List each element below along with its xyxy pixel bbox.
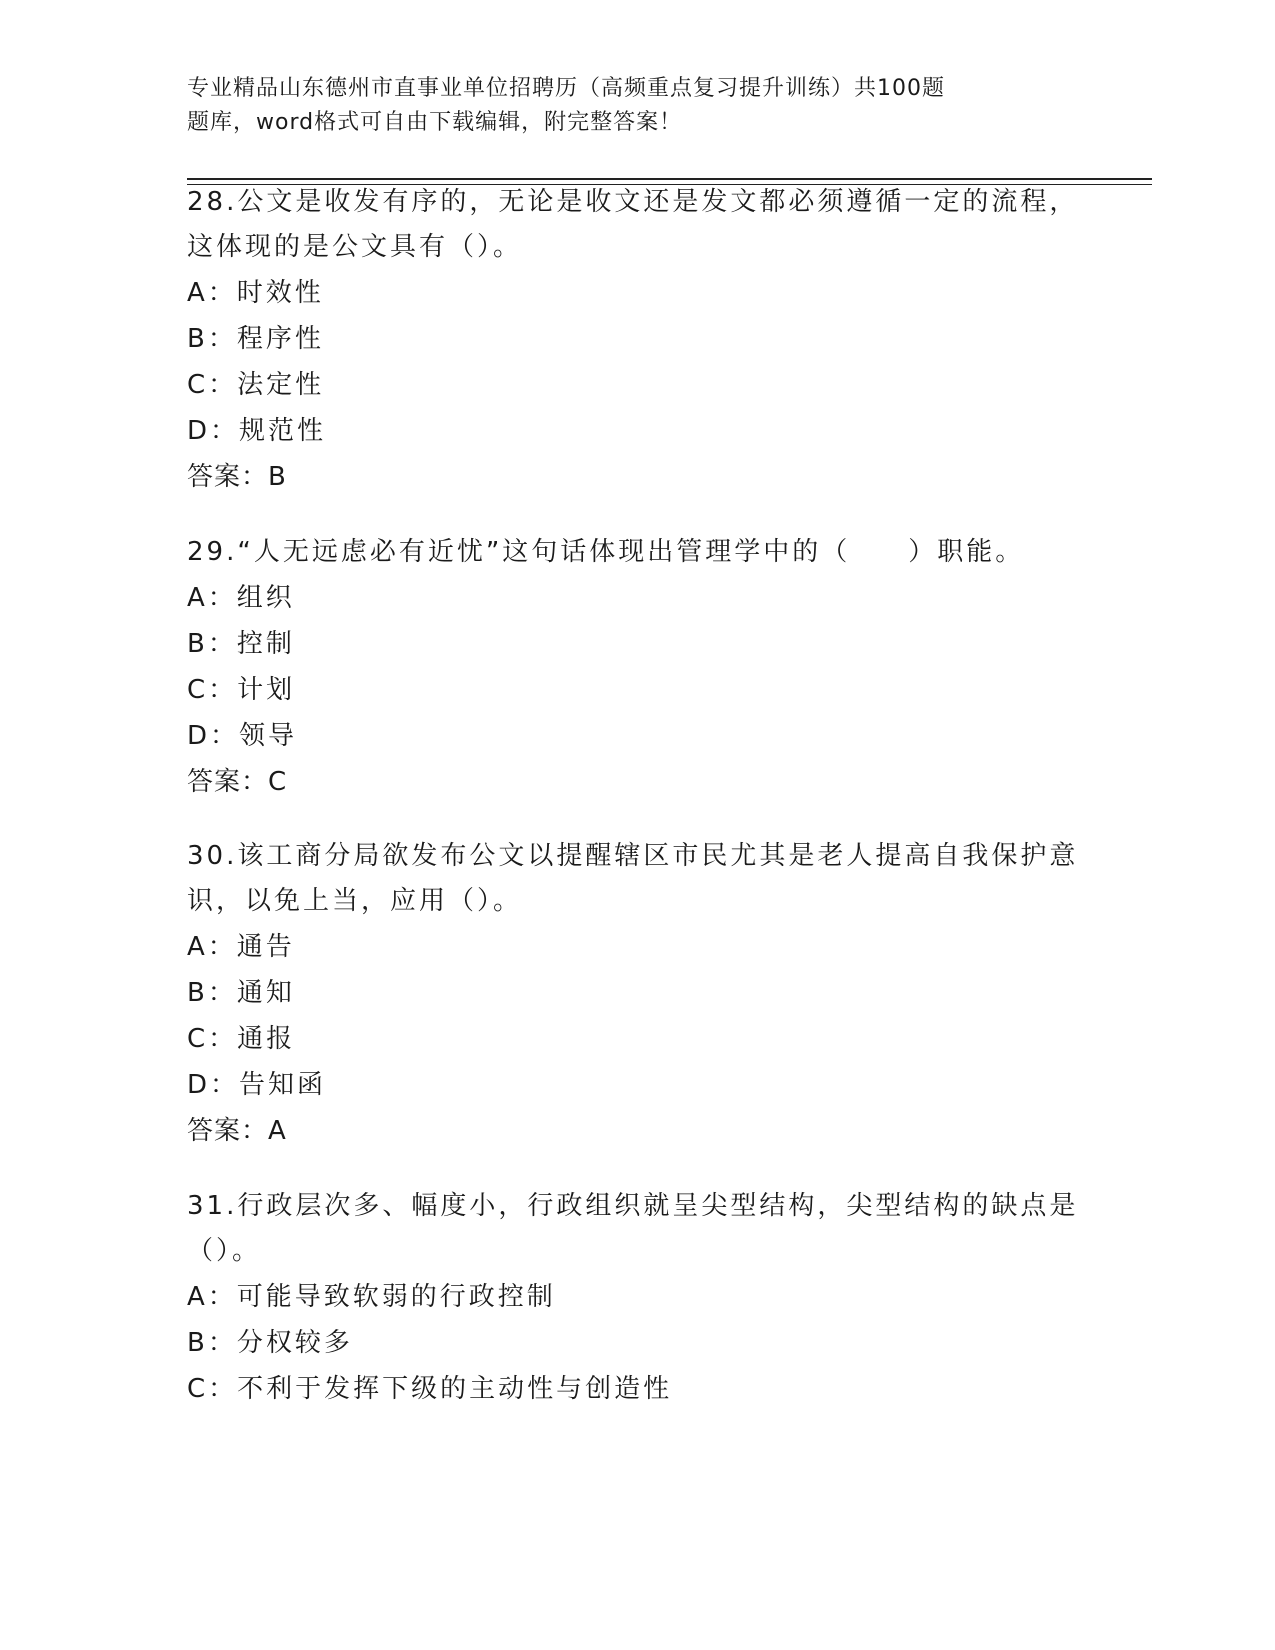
question-31 xyxy=(187,1184,1087,1412)
question-stem-line-1: 31.行政层次多、幅度小，行政组织就呈尖型结构，尖型结构的缺点是 xyxy=(187,1191,1079,1221)
header-line-1: 专业精品山东德州市直事业单位招聘历（高频重点复习提升训练）共100题 xyxy=(187,76,945,101)
option-d: D：领导 xyxy=(187,721,298,751)
option-c: C：不利于发挥下级的主动性与创造性 xyxy=(187,1374,673,1404)
option-d: D：告知函 xyxy=(187,1070,327,1100)
question-stem-line-2: 这体现的是公文具有（）。 xyxy=(187,232,523,262)
question-stem-line-1: 28.公文是收发有序的，无论是收文还是发文都必须遵循一定的流程， xyxy=(187,187,1079,217)
option-a: A：可能导致软弱的行政控制 xyxy=(187,1282,556,1312)
answer: 答案：C xyxy=(187,767,288,797)
option-b: B：控制 xyxy=(187,629,295,659)
option-a: A：组织 xyxy=(187,583,295,613)
question-29 xyxy=(187,530,1087,805)
question-stem-line-1: 29.“人无远虑必有近忧”这句话体现出管理学中的（ ）职能。 xyxy=(187,537,1025,567)
question-stem-line-2: 识，以免上当，应用（）。 xyxy=(187,886,523,916)
question-28 xyxy=(187,180,1087,500)
option-c: C：法定性 xyxy=(187,370,325,400)
option-b: B：通知 xyxy=(187,978,295,1008)
header-line-2: 题库，word格式可自由下载编辑，附完整答案！ xyxy=(187,110,683,135)
option-c: C：通报 xyxy=(187,1024,296,1054)
question-30 xyxy=(187,834,1087,1154)
option-b: B：分权较多 xyxy=(187,1328,353,1358)
option-d: D：规范性 xyxy=(187,416,327,446)
question-stem-line-1: 30.该工商分局欲发布公文以提醒辖区市民尤其是老人提高自我保护意 xyxy=(187,841,1079,871)
option-c: C：计划 xyxy=(187,675,296,705)
option-b: B：程序性 xyxy=(187,324,324,354)
document-header xyxy=(187,72,1087,140)
answer: 答案：A xyxy=(187,1116,287,1146)
option-a: A：时效性 xyxy=(187,278,324,308)
option-a: A：通告 xyxy=(187,932,295,962)
question-stem-line-2: （）。 xyxy=(187,1236,262,1266)
answer: 答案：B xyxy=(187,462,287,492)
